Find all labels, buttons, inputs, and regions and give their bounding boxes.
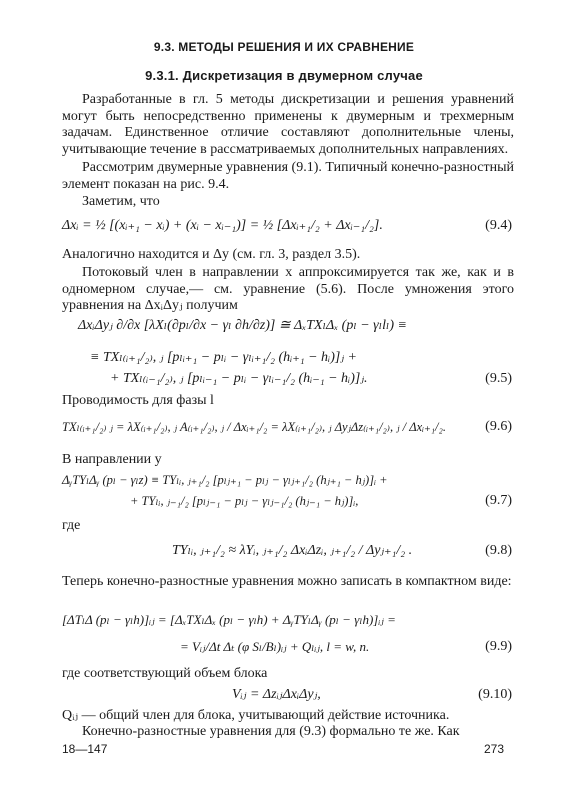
- equation-9-8: TYₗᵢ, ⱼ₊₁/₂ ≈ λYᵢ, ⱼ₊₁/₂ ΔxᵢΔzᵢ, ⱼ₊₁/₂ / Δyⱼ₊₁/₂ .: [172, 543, 413, 558]
- equation-9-6: TXₗ₍ᵢ₊₁/₂₎ ⱼ = λX₍ᵢ₊₁/₂₎, ⱼ A₍ᵢ₊₁/₂₎, ⱼ / Δxᵢ₊₁/₂ = λX₍ᵢ₊₁/₂₎, ⱼ ΔyⱼΔz₍ᵢ₊₁/₂₎, ⱼ / Δxᵢ₊₁/₂.: [62, 420, 446, 434]
- paragraph-note: Заметим, что: [82, 194, 160, 209]
- equation-9-10: Vᵢⱼ = ΔzᵢⱼΔxᵢΔyⱼ,: [232, 687, 321, 702]
- equation-number-9-10: (9.10): [478, 687, 512, 702]
- equation-9-7-line-1: ΔᵧTYₗΔᵧ (pₗ − γₗz) ≡ TYₗᵢ, ⱼ₊₁/₂ [pₗⱼ₊₁ − pₗⱼ − γₗⱼ₊₁/₂ (hⱼ₊₁ − hⱼ)]ᵢ +: [62, 473, 388, 487]
- subsection-title: 9.3.1. Дискретизация в двумерном случае: [145, 68, 423, 83]
- paragraph-flux-term: Потоковый член в направлении x аппроксимируется так же, как и в одномерном случае,— см. уравнение (5.6). После умножения этого уравнения на ΔxᵢΔyⱼ получим: [62, 265, 514, 313]
- paragraph-source-term: Qᵢⱼ — общий член для блока, учитывающий действие источника.: [62, 708, 450, 723]
- equation-9-4: Δxᵢ = ½ [(xᵢ₊₁ − xᵢ) + (xᵢ − xᵢ₋₁)] = ½ [Δxᵢ₊₁/₂ + Δxᵢ₋₁/₂].: [62, 218, 383, 233]
- equation-number-9-9: (9.9): [485, 639, 512, 654]
- equation-number-9-4: (9.4): [485, 218, 512, 233]
- equation-9-9-line-2: = Vᵢⱼ/Δt Δₜ (φ Sₗ/Bₗ)ᵢⱼ + Qₗᵢⱼ, l = w, n.: [180, 639, 370, 654]
- equation-9-5-line-1: ΔxᵢΔyⱼ ∂/∂x [λXₗ(∂pₗ/∂x − γₗ ∂h/∂z)] ≅ ΔₓTXₗΔₓ (pₗ − γₗlₗ) ≡: [78, 318, 407, 333]
- paragraph-consider: Рассмотрим двумерные уравнения (9.1). Типичный конечно-разностный элемент показан на рис. 9.4.: [62, 160, 514, 192]
- paragraph-intro: Разработанные в гл. 5 методы дискретизации и решения уравнений могут быть непосредственно применены к двумерным и трехмерным задачам. Единственное отличие составляют дополнительные члены, учитывающие течение в рассматриваемых дополнительных направлениях.: [62, 92, 514, 157]
- equation-9-5-line-2: ≡ TXₗ₍ᵢ₊₁/₂₎, ⱼ [pₗᵢ₊₁ − pₗᵢ − γₗᵢ₊₁/₂ (hᵢ₊₁ − hᵢ)]ⱼ +: [90, 350, 358, 365]
- equation-number-9-7: (9.7): [485, 493, 512, 508]
- paragraph-where-volume: где соответствующий объем блока: [62, 666, 268, 681]
- page-number: 273: [484, 742, 505, 756]
- footer-signature: 18—147: [62, 742, 108, 756]
- paragraph-y-direction: В направлении y: [62, 452, 162, 467]
- equation-number-9-8: (9.8): [485, 543, 512, 558]
- equation-number-9-5: (9.5): [485, 371, 512, 386]
- paragraph-conductivity: Проводимость для фазы l: [62, 393, 214, 408]
- paragraph-compact-form: Теперь конечно-разностные уравнения можно записать в компактном виде:: [62, 574, 512, 589]
- equation-9-5-line-3: + TXₗ₍ᵢ₋₁/₂₎, ⱼ [pₗᵢ₋₁ − pₗᵢ − γₗᵢ₋₁/₂ (hᵢ₋₁ − hᵢ)]ⱼ.: [110, 371, 368, 386]
- equation-9-9-line-1: [ΔTₗΔ (pₗ − γₗh)]ᵢⱼ = [ΔₓTXₗΔₓ (pₗ − γₗh) + ΔᵧTYₗΔᵧ (pₗ − γₗh)]ᵢⱼ =: [62, 612, 396, 627]
- section-header: 9.3. МЕТОДЫ РЕШЕНИЯ И ИХ СРАВНЕНИЕ: [153, 40, 415, 54]
- paragraph-similarly: Аналогично находится и Δy (см. гл. 3, раздел 3.5).: [62, 247, 361, 262]
- paragraph-formally-same: Конечно-разностные уравнения для (9.3) формально те же. Как: [82, 724, 460, 739]
- equation-number-9-6: (9.6): [485, 419, 512, 434]
- paragraph-where-1: где: [62, 518, 81, 533]
- equation-9-7-line-2: + TYₗᵢ, ⱼ₋₁/₂ [pₗⱼ₋₁ − pₗⱼ − γₗⱼ₋₁/₂ (hⱼ₋₁ − hⱼ)]ᵢ,: [130, 494, 359, 508]
